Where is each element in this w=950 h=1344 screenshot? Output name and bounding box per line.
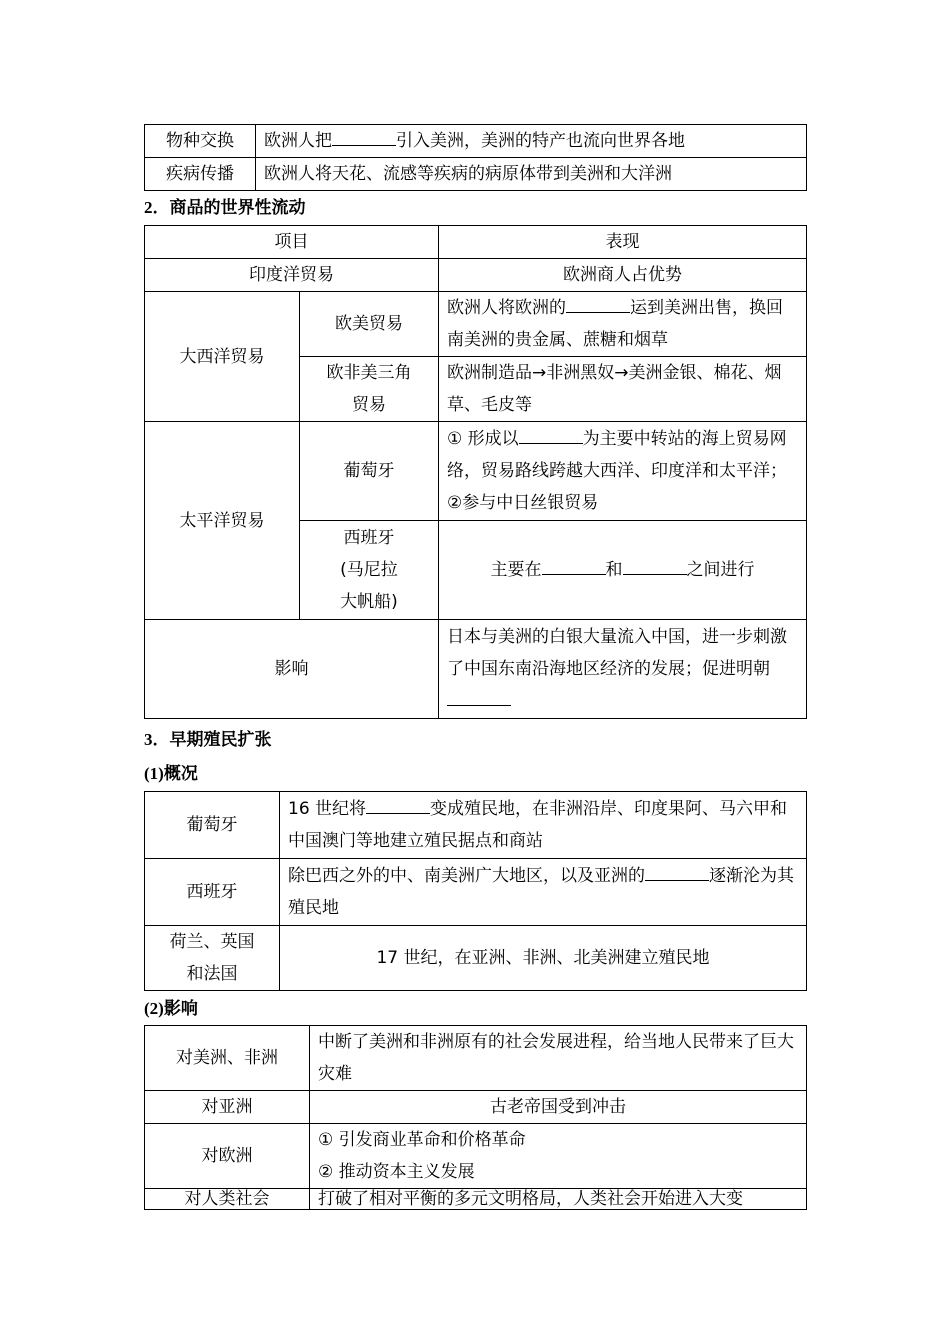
- table-row: [145, 259, 807, 292]
- row-label: 对人类社会: [145, 1189, 310, 1210]
- header-performance: 表现: [439, 226, 807, 259]
- section-heading-3: [144, 725, 272, 750]
- heading-title: 概况: [163, 764, 198, 784]
- portugal-content: [439, 422, 807, 521]
- text: 为主要中转站的海上贸易网络，贸易路线跨越大西洋、印度洋和太平洋；②参与中日丝银贸易: [447, 429, 787, 513]
- fill-blank[interactable]: [566, 294, 630, 313]
- table-row: [145, 1026, 807, 1091]
- heading-title: 商品的世界性流动: [169, 198, 306, 218]
- fill-blank[interactable]: [623, 556, 687, 575]
- text: (马尼拉: [340, 560, 398, 580]
- fill-blank[interactable]: [645, 862, 709, 881]
- heading-number: 2．: [144, 198, 170, 217]
- spain-label: [300, 521, 439, 620]
- row-label: 疾病传播: [145, 158, 256, 191]
- text: 欧洲人把: [264, 131, 332, 151]
- triangle-content: 欧洲制造品→非洲黑奴→美洲金银、棉花、烟草、毛皮等: [439, 357, 807, 422]
- header-item: 项目: [145, 226, 439, 259]
- row-content: [256, 125, 807, 158]
- row-content: 古老帝国受到冲击: [310, 1091, 807, 1124]
- row-content: [280, 859, 807, 926]
- table-row: [145, 1124, 807, 1189]
- row-content: 欧洲人将天花、流感等疾病的病原体带到美洲和大洋洲: [256, 158, 807, 191]
- atlantic-label: 大西洋贸易: [145, 292, 300, 422]
- section-heading-2: [144, 193, 306, 218]
- text: ① 形成以: [447, 429, 519, 449]
- heading-number: (1): [144, 764, 164, 783]
- text: 变成殖民地，在非洲沿岸、印度果阿、马六甲和中国澳门等地建立殖民据点和商站: [288, 799, 788, 851]
- table-row: [145, 422, 807, 521]
- fill-blank[interactable]: [366, 795, 430, 814]
- text: ① 引发商业革命和价格革命: [318, 1130, 526, 1150]
- text: 和: [605, 560, 623, 580]
- text: 16 世纪将: [288, 799, 367, 819]
- euro-america-content: [439, 292, 807, 357]
- row-label: 对美洲、非洲: [145, 1026, 310, 1091]
- text: 西班牙: [343, 528, 395, 548]
- row-label: 对亚洲: [145, 1091, 310, 1124]
- row-label: 对欧洲: [145, 1124, 310, 1189]
- row-content: [280, 792, 807, 859]
- spain-content: [439, 521, 807, 620]
- row-label: 西班牙: [145, 859, 280, 926]
- text: 引入美洲，美洲的特产也流向世界各地: [396, 131, 685, 151]
- table-row: [145, 926, 807, 991]
- trade-table: [144, 225, 807, 719]
- table-row: [145, 292, 807, 357]
- table-row: [145, 620, 807, 719]
- indian-ocean-label: 印度洋贸易: [145, 259, 439, 292]
- heading-title: 影响: [163, 999, 198, 1019]
- impact-label: 影响: [145, 620, 439, 719]
- row-label: 物种交换: [145, 125, 256, 158]
- table-row: [145, 792, 807, 859]
- row-content: 打破了相对平衡的多元文明格局，人类社会开始进入大变: [310, 1189, 807, 1210]
- text: 日本与美洲的白银大量流入中国，进一步刺激了中国东南沿海地区经济的发展；促进明朝: [447, 627, 787, 679]
- colonial-overview-table: [144, 791, 807, 991]
- text: 主要在: [490, 560, 542, 580]
- text: 运到美洲出售，换回南美洲的贵金属、蔗糖和烟草: [447, 298, 783, 350]
- table-row: [145, 859, 807, 926]
- euro-america-label: 欧美贸易: [300, 292, 439, 357]
- row-label: 荷兰、英国和法国: [145, 926, 280, 991]
- table-row: [145, 226, 807, 259]
- text: 除巴西之外的中、南美洲广大地区，以及亚洲的: [288, 866, 645, 886]
- triangle-label: 欧非美三角贸易: [300, 357, 439, 422]
- text: 之间进行: [686, 560, 755, 580]
- text: ② 推动资本主义发展: [318, 1162, 475, 1182]
- table-row: [145, 158, 807, 191]
- fill-blank[interactable]: [519, 425, 583, 444]
- text: 大帆船): [340, 592, 398, 612]
- row-label: 葡萄牙: [145, 792, 280, 859]
- fill-blank[interactable]: [332, 127, 396, 146]
- subheading-influence: [144, 994, 198, 1019]
- fill-blank[interactable]: [447, 687, 511, 706]
- text: 欧洲人将欧洲的: [447, 298, 566, 318]
- portugal-label: 葡萄牙: [300, 422, 439, 521]
- table-row: [145, 1189, 807, 1210]
- subheading-overview: [144, 759, 198, 784]
- row-content: [310, 1124, 807, 1189]
- row-content: 17 世纪，在亚洲、非洲、北美洲建立殖民地: [280, 926, 807, 991]
- influence-table: [144, 1025, 807, 1210]
- fill-blank[interactable]: [542, 556, 606, 575]
- pacific-label: 太平洋贸易: [145, 422, 300, 620]
- table-row: [145, 1091, 807, 1124]
- heading-number: (2): [144, 999, 164, 1018]
- indian-ocean-content: 欧洲商人占优势: [439, 259, 807, 292]
- table-row: [145, 125, 807, 158]
- row-content: 中断了美洲和非洲原有的社会发展进程，给当地人民带来了巨大灾难: [310, 1026, 807, 1091]
- species-disease-table: [144, 124, 807, 191]
- impact-content: [439, 620, 807, 719]
- heading-number: 3．: [144, 730, 170, 749]
- heading-title: 早期殖民扩张: [169, 730, 272, 750]
- text: 逐渐沦为其殖民地: [288, 866, 794, 918]
